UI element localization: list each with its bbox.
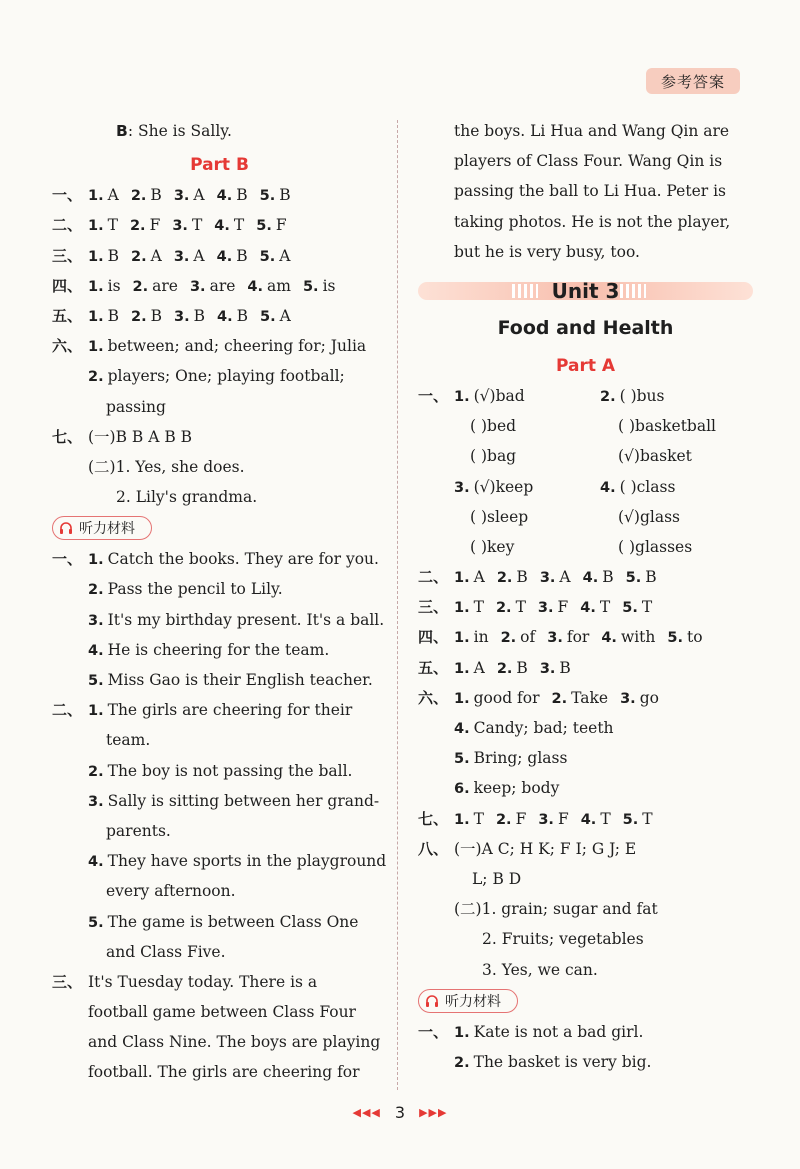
answer-value: B	[645, 568, 657, 587]
answer-value: A	[193, 186, 205, 205]
answer-value: T	[642, 809, 653, 828]
answer-value: are	[209, 276, 236, 295]
answer-row-8-line-4: 2. Fruits; vegetables	[482, 930, 644, 949]
answer-value: T	[233, 216, 245, 235]
answer-value: is	[322, 276, 336, 295]
answer-value: T	[599, 598, 611, 617]
listening-2-item-5-cont: and Class Five.	[106, 942, 226, 961]
listening-3-line-3: and Class Nine. The boys are playing	[88, 1033, 381, 1052]
answer-number: 1.	[88, 248, 104, 265]
answer-number: 3.	[538, 811, 554, 828]
triple-right-arrow-icon: ▶▶▶	[419, 1105, 448, 1119]
listening-1-item-4: 4. He is cheering for the team.	[88, 640, 330, 659]
answer-row-6-line-4: 6. keep; body	[454, 779, 560, 798]
listening-2-item-4: 4. They have sports in the playground	[88, 852, 387, 871]
answer-number: 1.	[88, 278, 104, 295]
answer-value: F	[515, 809, 527, 828]
answer-number: 4.	[216, 248, 233, 265]
answer-number: 2.	[500, 630, 517, 647]
listening-3-line-2: football game between Class Four	[88, 1003, 356, 1022]
answer-number: 1.	[88, 218, 104, 235]
answer-number: 4.	[580, 811, 597, 828]
answer-number: 5.	[667, 630, 683, 647]
answer-number: 3.	[539, 570, 556, 587]
answer-value: of	[520, 628, 536, 647]
answer-row-6-line-2: 4. Candy; bad; teeth	[454, 719, 614, 737]
section-marker: 三、	[418, 598, 449, 617]
answer-number: 5.	[259, 248, 276, 265]
answer-row-5	[52, 301, 387, 331]
choice-row-3: ( )bag (√)basket	[470, 447, 692, 466]
answer-row-1	[52, 180, 387, 210]
answer-row-7	[418, 804, 753, 834]
answer-value: B	[236, 186, 248, 205]
answer-number: 5.	[256, 218, 272, 235]
answer-value: F	[275, 216, 287, 235]
answer-value: B	[559, 658, 571, 677]
passage-cont-line-4: taking photos. He is not the player,	[454, 212, 731, 231]
answer-number: 3.	[173, 248, 190, 265]
answer-row-5	[418, 653, 753, 683]
answer-number: 5.	[259, 188, 276, 205]
page-footer	[0, 1100, 800, 1124]
answer-row-6-line-2: 2. players; One; playing football;	[88, 367, 345, 386]
choice-row-2: ( )bed ( )basketball	[470, 417, 717, 436]
answer-row-6-line-3: passing	[106, 397, 166, 416]
listening-material-tag: 听力材料	[418, 989, 518, 1013]
section-marker: 七、	[418, 809, 449, 828]
listening-1-item-3: 3. It's my birthday present. It's a ball.	[88, 610, 385, 629]
answer-row-8-line-3: (二)1. grain; sugar and fat	[454, 900, 658, 919]
answer-value: A	[279, 246, 291, 265]
answer-value: B	[107, 246, 119, 265]
answer-value: T	[515, 598, 526, 617]
answer-row-2	[418, 562, 753, 592]
unit-banner	[418, 269, 753, 313]
answer-value: T	[600, 809, 611, 828]
answer-value: B	[107, 306, 119, 325]
answer-value: F	[557, 809, 569, 828]
answer-number: 4.	[582, 570, 599, 587]
answer-number: 1.	[454, 660, 470, 677]
answer-number: 5.	[625, 570, 642, 587]
section-marker: 二、	[52, 216, 83, 235]
section-marker: 五、	[52, 306, 83, 325]
listening-1-item-1: 一、 1. Catch the books. They are for you.	[52, 550, 379, 569]
answer-number: 5.	[622, 600, 638, 617]
listening-2-item-3: 3. Sally is sitting between her grand-	[88, 791, 380, 810]
answer-number: 3.	[539, 660, 556, 677]
answer-value: T	[473, 809, 484, 828]
listening-2-item-1-cont: team.	[106, 731, 151, 750]
answer-value: B	[516, 568, 528, 587]
answer-number: 1.	[88, 308, 104, 325]
answer-number: 5.	[302, 278, 319, 295]
answer-number: 5.	[260, 308, 276, 325]
answer-row-6: 六、 1. good for 2. Take 3. go	[418, 688, 659, 707]
section-marker: 四、	[52, 276, 83, 295]
passage-cont-line-3: passing the ball to Li Hua. Peter is	[454, 182, 726, 201]
answer-number: 1.	[454, 570, 470, 587]
listening-material-tag: 听力材料	[52, 516, 152, 540]
choice-row-1: 一、 1. (√)bad 2. ( )bus	[418, 386, 665, 405]
answer-number: 3.	[173, 188, 190, 205]
answer-row-4	[418, 622, 753, 652]
answer-number: 1.	[454, 630, 470, 647]
page-number: 3	[394, 1102, 406, 1122]
answer-value: A	[150, 246, 162, 265]
choice-row-4: 3. (√)keep 4. ( )class	[454, 477, 676, 496]
answer-value: B	[150, 186, 162, 205]
answer-number: 2.	[131, 308, 147, 325]
listening-1-item-1: 一、 1. Kate is not a bad girl.	[418, 1022, 644, 1041]
column-divider	[397, 120, 398, 1090]
section-marker: 一、	[52, 186, 83, 205]
listening-2-item-4-cont: every afternoon.	[106, 882, 236, 901]
listening-3-line-1: 三、 It's Tuesday today. There is a	[52, 972, 318, 991]
answer-number: 2.	[131, 248, 147, 265]
right-column	[418, 116, 753, 1077]
listening-2-item-2: 2. The boy is not passing the ball.	[88, 761, 353, 780]
headphone-icon	[425, 994, 439, 1008]
section-marker: 二、	[418, 568, 449, 587]
answer-value: F	[557, 598, 569, 617]
unit-title: Food and Health	[497, 316, 674, 339]
answer-value: B	[150, 306, 162, 325]
listening-2-item-5: 5. The game is between Class One	[88, 912, 359, 931]
answer-row-2	[52, 210, 387, 240]
answer-value: is	[107, 276, 121, 295]
answer-value: T	[473, 598, 484, 617]
answer-value: A	[279, 306, 291, 325]
answer-row-7: 七、 (一)B B A B B	[52, 427, 193, 446]
answer-number: 2.	[132, 278, 149, 295]
answer-number: 2.	[130, 188, 147, 205]
listening-3-line-4: football. The girls are cheering for	[88, 1063, 360, 1082]
passage-cont-line-5: but he is very busy, too.	[454, 242, 640, 261]
answer-number: 4.	[216, 188, 233, 205]
answer-number: 3.	[189, 278, 206, 295]
passage-cont-line-2: players of Class Four. Wang Qin is	[454, 152, 723, 171]
listening-2-item-1: 二、 1. The girls are cheering for their	[52, 701, 353, 720]
answer-value: for	[566, 628, 590, 647]
section-marker: 三、	[52, 246, 83, 265]
answer-number: 3.	[547, 630, 563, 647]
passage-cont-line-1: the boys. Li Hua and Wang Qin are	[454, 122, 730, 140]
answer-value: B	[516, 658, 528, 677]
dialogue-line: B: She is Sally.	[116, 122, 232, 140]
answer-row-8: 八、 (一)A C; H K; F I; G J; E	[418, 839, 637, 858]
answer-value: am	[267, 276, 291, 295]
answer-number: 4.	[580, 600, 596, 617]
answer-row-8-line-2: L; B D	[472, 869, 522, 888]
answer-row-7-line-2: (二)1. Yes, she does.	[88, 457, 245, 476]
answer-number: 2.	[495, 600, 512, 617]
part-a-heading: Part A	[555, 355, 616, 376]
answer-number: 3.	[537, 600, 554, 617]
answer-value: B	[236, 246, 248, 265]
answer-row-8-line-5: 3. Yes, we can.	[482, 960, 598, 979]
answer-value: A	[193, 246, 205, 265]
answer-value: F	[149, 216, 161, 235]
unit-number: Unit 3	[551, 278, 620, 303]
answer-value: to	[687, 628, 703, 647]
answer-row-4	[52, 271, 387, 301]
answer-number: 1.	[454, 811, 470, 828]
answer-number: 2.	[129, 218, 146, 235]
listening-2-item-3-cont: parents.	[106, 821, 171, 840]
answer-value: A	[559, 568, 571, 587]
section-marker: 五、	[418, 658, 449, 677]
answer-number: 1.	[454, 600, 470, 617]
answer-number: 2.	[495, 811, 512, 828]
answer-number: 1.	[88, 188, 104, 205]
answer-value: A	[473, 568, 485, 587]
answer-number: 5.	[622, 811, 639, 828]
answer-value: B	[602, 568, 614, 587]
headphone-icon	[59, 521, 73, 535]
answer-number: 4.	[601, 630, 617, 647]
answer-number: 2.	[496, 660, 513, 677]
choice-row-6: ( )key ( )glasses	[470, 537, 693, 556]
answer-row-6-line-3: 5. Bring; glass	[454, 749, 568, 768]
answer-value: with	[620, 628, 656, 647]
answer-value: in	[473, 628, 489, 647]
left-column	[52, 116, 387, 1088]
answer-number: 4.	[214, 218, 230, 235]
answer-value: A	[107, 186, 119, 205]
answer-key-badge: 参考答案	[646, 68, 740, 94]
answer-number: 4.	[247, 278, 264, 295]
answer-value: B	[279, 186, 291, 205]
part-b-heading: Part B	[190, 155, 249, 176]
answer-number: 4.	[217, 308, 233, 325]
triple-left-arrow-icon: ◀◀◀	[352, 1105, 381, 1119]
answer-row-3	[418, 592, 753, 622]
answer-value: B	[236, 306, 248, 325]
answer-row-3	[52, 241, 387, 271]
choice-row-5: ( )sleep (√)glass	[470, 507, 680, 526]
listening-1-item-2: 2. The basket is very big.	[454, 1052, 652, 1071]
answer-value: B	[193, 306, 205, 325]
listening-1-item-2: 2. Pass the pencil to Lily.	[88, 580, 283, 599]
section-marker: 四、	[418, 628, 449, 647]
answer-value: T	[641, 598, 653, 617]
answer-row-7-line-3: 2. Lily's grandma.	[116, 488, 258, 507]
answer-number: 3.	[172, 218, 188, 235]
answer-value: T	[191, 216, 203, 235]
answer-value: are	[152, 276, 178, 295]
answer-number: 3.	[174, 308, 190, 325]
listening-1-item-5: 5. Miss Gao is their English teacher.	[88, 671, 373, 689]
answer-row-6: 六、 1. between; and; cheering for; Julia	[52, 337, 367, 356]
answer-value: T	[107, 216, 118, 235]
answer-number: 2.	[496, 570, 513, 587]
answer-value: A	[473, 658, 485, 677]
